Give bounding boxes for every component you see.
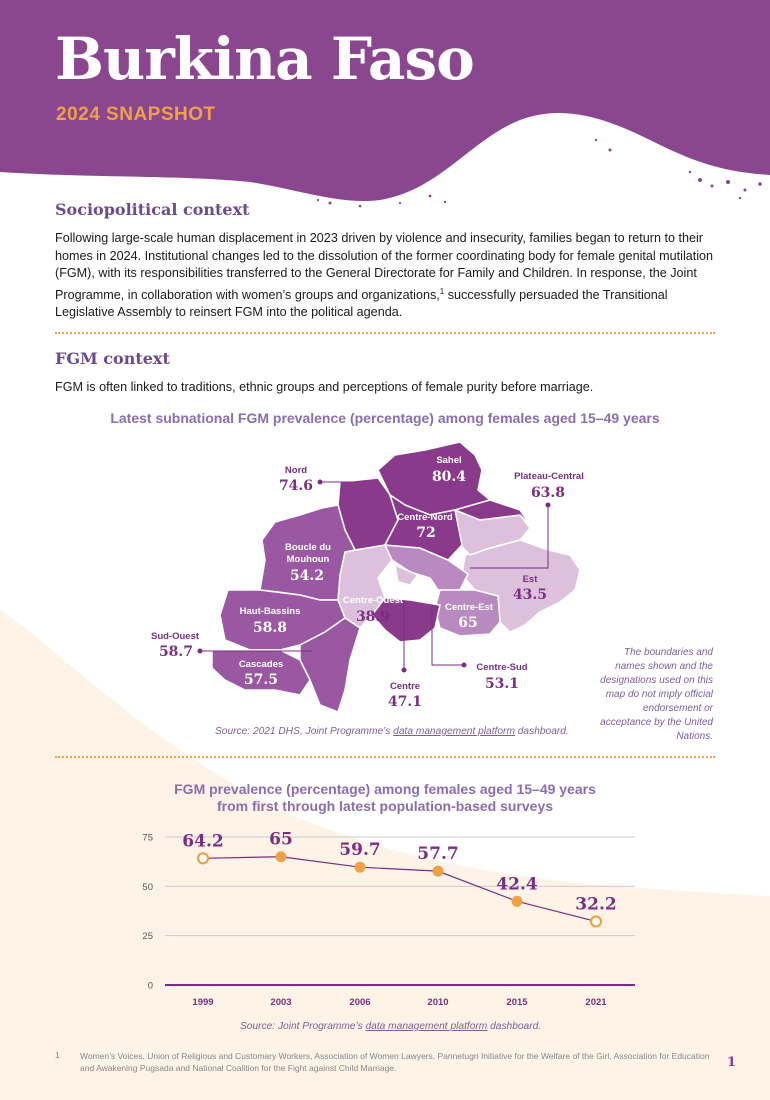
label-centre-ouest-value: 38.9 [355, 609, 391, 625]
trend-source-link[interactable]: data management platform [365, 1021, 488, 1032]
section-divider-2 [55, 756, 715, 758]
data-point-2006 [355, 862, 365, 872]
label-plateau-central-value: 63.8 [530, 485, 566, 501]
region-label-sud-ouest [151, 631, 200, 660]
x-tick-1999: 1999 [192, 997, 214, 1008]
label-sud-ouest-value: 58.7 [158, 644, 194, 660]
region-label-plateau-central [514, 471, 584, 501]
label-centre-nord-value: 72 [416, 525, 436, 541]
label-est-name: Est [522, 574, 538, 585]
label-nord-value: 74.6 [278, 478, 314, 494]
data-label-2021: 32.2 [575, 894, 617, 915]
data-label-1999: 64.2 [182, 831, 224, 852]
sociopolitical-text-end: successfully persuaded the Transitional Legislative Assembly to reinsert FGM into the political agenda. [55, 287, 668, 320]
y-tick-50: 50 [142, 881, 153, 893]
trend-chart [0, 820, 770, 1010]
label-cascades-name: Cascades [238, 659, 284, 670]
trend-chart-title [55, 781, 715, 815]
trend-title-line1: FGM prevalence (percentage) among females aged 15–49 years [174, 781, 596, 797]
map-title: Latest subnational FGM prevalence (percentage) among females aged 15–49 years [110, 410, 660, 426]
label-centre-name: Centre [389, 681, 421, 692]
map-source [215, 726, 569, 737]
x-tick-2010: 2010 [427, 997, 449, 1008]
label-sahel-name: Sahel [436, 455, 462, 466]
footnote-ref: 1 [439, 286, 445, 296]
data-point-1999 [198, 853, 208, 863]
map-source-link[interactable]: data management platform [393, 726, 515, 737]
label-centre-sud-name: Centre-Sud [476, 662, 528, 673]
label-centre-sud-value: 53.1 [484, 676, 520, 692]
footnote-number: 1 [55, 1050, 60, 1060]
trend-source [240, 1021, 541, 1032]
y-tick-75: 75 [142, 832, 153, 844]
region-label-cascades [239, 659, 283, 688]
label-sahel-value: 80.4 [431, 469, 467, 485]
map-disclaimer: The boundaries and names shown and the designations used on this map do not imply official endorsement or acceptance by the United Nations. [600, 647, 713, 742]
trend-source-suffix: dashboard. [487, 1021, 542, 1032]
label-centre-est-value: 65 [458, 615, 478, 631]
label-centre-ouest-name: Centre-Ouest [342, 595, 404, 606]
label-nord-name: Nord [284, 465, 308, 476]
region-label-sahel [432, 455, 466, 485]
label-centre-value: 47.1 [387, 694, 423, 710]
footnote-text: Women’s Voices, Union of Religious and Customary Workers, Association of Women Lawyers, Pannetugri Initiative for the Welfare of the Girl, Association for Education and Awakening Pugsada and National Coalition for the Fight against Child Marriage. [80, 1051, 710, 1073]
region-label-centre [388, 681, 422, 710]
data-label-2015: 42.4 [496, 874, 538, 895]
y-tick-25: 25 [142, 931, 153, 943]
data-label-2006: 59.7 [339, 840, 381, 861]
label-boucle-name2: Mouhoun [286, 554, 330, 565]
region-label-nord [279, 465, 313, 494]
region-label-centre-sud [476, 662, 527, 692]
label-centre-nord-name: Centre-Nord [397, 512, 453, 523]
label-plateau-central-name: Plateau-Central [514, 471, 584, 482]
y-tick-0: 0 [147, 980, 153, 992]
x-tick-2015: 2015 [506, 997, 528, 1008]
label-est-value: 43.5 [512, 587, 548, 603]
label-cascades-value: 57.5 [243, 672, 279, 688]
trend-source-prefix: Source: Joint Programme’s [240, 1021, 366, 1032]
trend-title-line2: from first through latest population-based surveys [216, 798, 554, 814]
page-title: Burkina Faso [55, 25, 474, 93]
label-haut-bassins-value: 58.8 [252, 620, 288, 636]
data-label-2010: 57.7 [417, 844, 459, 865]
sociopolitical-heading: Sociopolitical context [55, 200, 250, 219]
fgm-context-paragraph: FGM is often linked to traditions, ethnic groups and perceptions of female purity before marriage. [55, 380, 594, 394]
label-centre-est-name: Centre-Est [444, 602, 494, 613]
page-subtitle: 2024 SNAPSHOT [56, 104, 216, 125]
page-number: 1 [727, 1055, 737, 1070]
sociopolitical-text: Following large-scale human displacement in 2023 driven by violence and insecurity, families began to return to their homes in 2024. Institutional changes led to the dissolution of the former coordinating body for female genital mutilation (FGM), with its responsibilities transferred to the General Directorate for Family and Children. In response, the Joint Programme, in collaboration with women’s groups and organizations, [55, 231, 714, 302]
fgm-context-heading: FGM context [55, 349, 170, 368]
label-boucle-value: 54.2 [289, 568, 325, 584]
data-point-2003 [276, 852, 286, 862]
x-tick-2006: 2006 [349, 997, 371, 1008]
label-boucle-name: Boucle du [285, 542, 331, 553]
data-label-2003: 65 [269, 829, 293, 850]
map-source-prefix: Source: 2021 DHS, Joint Programme’s [215, 726, 394, 737]
data-point-2010 [433, 866, 443, 876]
x-tick-2003: 2003 [270, 997, 292, 1008]
label-haut-bassins-name: Haut-Bassins [239, 606, 301, 617]
map-source-suffix: dashboard. [514, 726, 569, 737]
data-point-2015 [512, 896, 522, 906]
label-sud-ouest-name: Sud-Ouest [150, 631, 200, 642]
x-tick-2021: 2021 [585, 997, 607, 1008]
data-point-2021 [591, 916, 601, 926]
